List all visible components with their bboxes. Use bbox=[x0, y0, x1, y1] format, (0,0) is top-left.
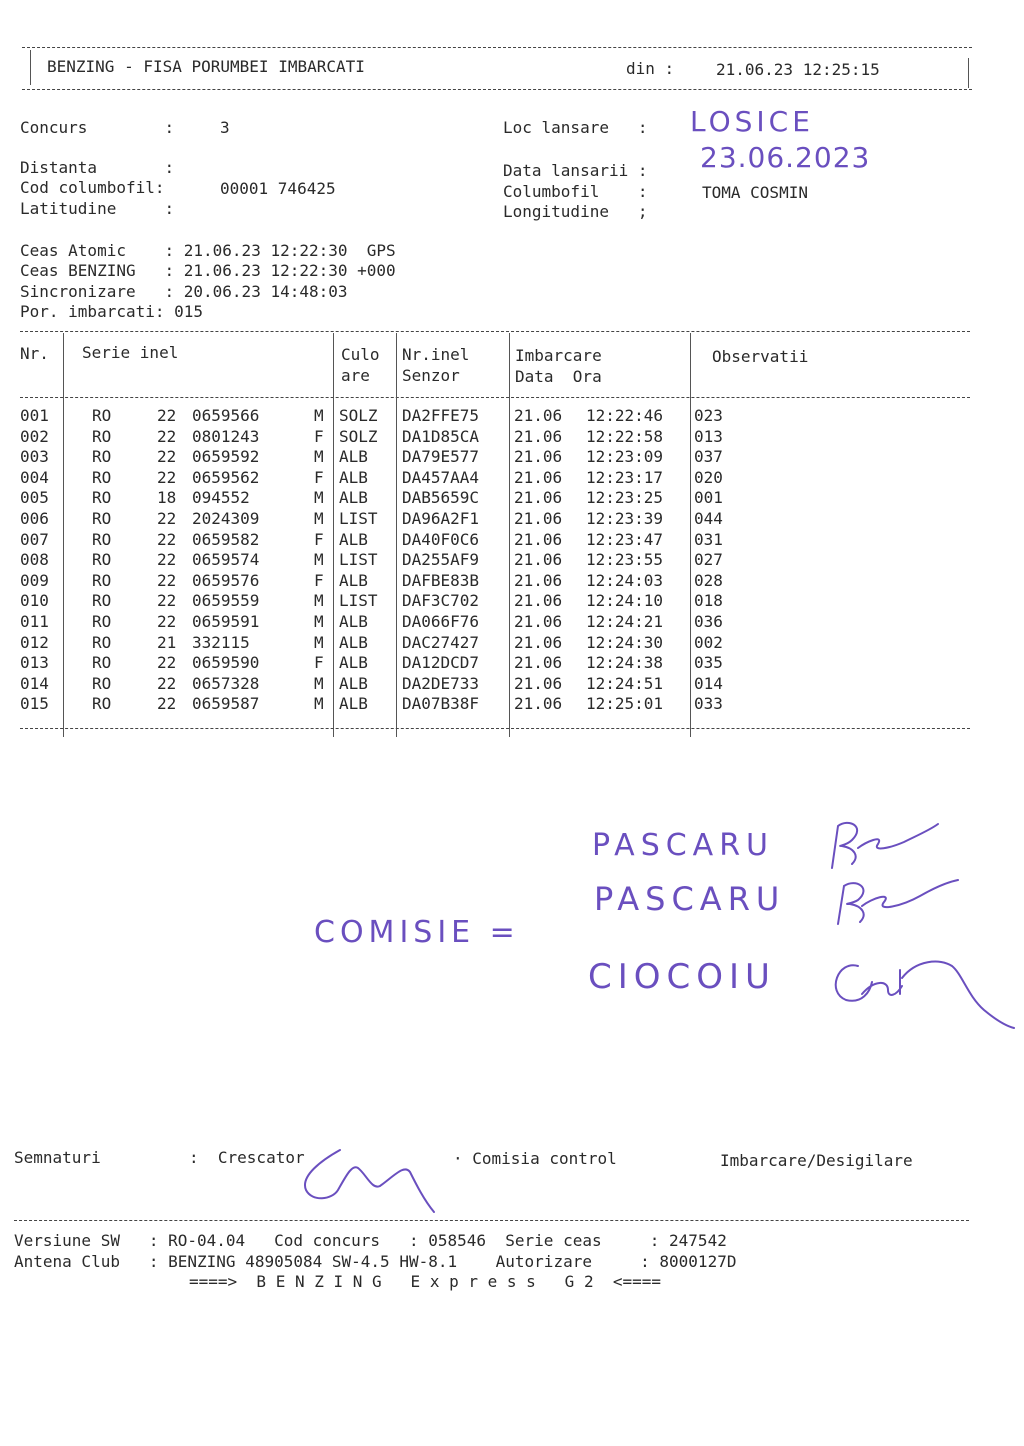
cell-ring-country: RO bbox=[92, 406, 112, 425]
cell-sensor-ring: DA40F0C6 bbox=[402, 529, 480, 549]
report-title: BENZING - FISA PORUMBEI IMBARCATI bbox=[47, 57, 365, 76]
data-lansarii-label: Data lansarii : bbox=[503, 161, 648, 180]
footer-banner: ====> B E N Z I N G E x p r e s s G 2 <==== bbox=[189, 1272, 662, 1291]
cell-row-number: 005 bbox=[20, 488, 49, 508]
cell-ring-number: 0659592 bbox=[192, 447, 260, 467]
cell-row-number: 004 bbox=[20, 467, 49, 487]
cell-boarding-date: 21.06 bbox=[514, 612, 563, 631]
cell-row-number: 014 bbox=[20, 673, 49, 693]
cell-ring-country: RO bbox=[92, 673, 112, 693]
cell-boarding-date: 21.06 bbox=[514, 426, 563, 446]
cell-boarding-date: 21.06 bbox=[514, 529, 563, 549]
cell-ring-year: 22 bbox=[157, 694, 177, 714]
cell-row-number: 013 bbox=[20, 653, 49, 673]
footer-antena-club: Antena Club : BENZING 48905084 SW-4.5 HW-8.1 Autorizare : 8000127D bbox=[14, 1252, 737, 1271]
cell-sensor-ring: DA79E577 bbox=[402, 447, 480, 467]
cell-ring-country: RO bbox=[92, 570, 112, 590]
cell-ring-number: 0659562 bbox=[192, 467, 260, 487]
cell-boarding-time: 12:24:51 bbox=[586, 673, 664, 693]
cell-boarding-date: 21.06 bbox=[514, 509, 563, 528]
cell-sex: F bbox=[314, 570, 324, 590]
cell-ring-year: 21 bbox=[157, 632, 177, 652]
loc-lansare-value: LOSICE bbox=[690, 105, 814, 138]
cell-sex: F bbox=[314, 426, 324, 446]
cell-color: ALB bbox=[339, 529, 368, 549]
cell-row-number: 010 bbox=[20, 591, 49, 611]
cell-ring-country: RO bbox=[92, 509, 112, 528]
cell-boarding-time: 12:23:47 bbox=[586, 529, 664, 549]
cell-observation: 020 bbox=[694, 467, 723, 487]
cell-ring-number: 0659591 bbox=[192, 612, 260, 631]
cell-sex: M bbox=[314, 612, 324, 631]
cell-ring-year: 22 bbox=[157, 550, 177, 570]
cell-observation: 001 bbox=[694, 488, 723, 508]
cell-color: ALB bbox=[339, 488, 368, 508]
ceas-benzing-line: Ceas BENZING : 21.06.23 12:22:30 +000 bbox=[20, 261, 396, 280]
columbofil-value: TOMA COSMIN bbox=[702, 183, 808, 202]
cell-observation: 037 bbox=[694, 447, 723, 467]
report-date-value: 21.06.23 12:25:15 bbox=[716, 60, 880, 79]
cell-boarding-date: 21.06 bbox=[514, 673, 563, 693]
cell-ring-year: 22 bbox=[157, 591, 177, 611]
cell-sex: M bbox=[314, 447, 324, 467]
cell-boarding-date: 21.06 bbox=[514, 488, 563, 508]
cell-boarding-time: 12:24:03 bbox=[586, 570, 664, 590]
cell-boarding-date: 21.06 bbox=[514, 550, 563, 570]
cell-ring-year: 22 bbox=[157, 653, 177, 673]
cell-boarding-time: 12:22:46 bbox=[586, 406, 664, 425]
data-lansarii-value: 23.06.2023 bbox=[700, 141, 871, 174]
cell-row-number: 009 bbox=[20, 570, 49, 590]
cell-boarding-time: 12:24:38 bbox=[586, 653, 664, 673]
cell-color: ALB bbox=[339, 570, 368, 590]
commission-label: COMISIE = bbox=[314, 915, 520, 950]
cell-row-number: 003 bbox=[20, 447, 49, 467]
cell-ring-number: 0657328 bbox=[192, 673, 260, 693]
latitudine-label: Latitudine : bbox=[20, 199, 175, 218]
cod-columbofil-label: Cod columbofil: bbox=[20, 178, 165, 197]
concurs-value: 3 bbox=[220, 118, 230, 137]
concurs-label: Concurs : bbox=[20, 118, 175, 137]
cell-sex: F bbox=[314, 529, 324, 549]
cell-row-number: 006 bbox=[20, 509, 49, 528]
cell-sensor-ring: DA07B38F bbox=[402, 694, 480, 714]
col-header-serie: Serie inel bbox=[82, 343, 179, 362]
cell-ring-year: 22 bbox=[157, 447, 177, 467]
cell-ring-number: 0659587 bbox=[192, 694, 260, 714]
cell-boarding-date: 21.06 bbox=[514, 406, 563, 425]
cell-color: ALB bbox=[339, 467, 368, 487]
cell-sensor-ring: DA255AF9 bbox=[402, 550, 480, 570]
signature-imbarcare-desigilare: Imbarcare/Desigilare bbox=[720, 1151, 913, 1170]
cell-observation: 018 bbox=[694, 591, 723, 611]
ceas-atomic-line: Ceas Atomic : 21.06.23 12:22:30 GPS bbox=[20, 241, 396, 260]
cell-ring-number: 0659559 bbox=[192, 591, 260, 611]
cell-ring-country: RO bbox=[92, 632, 112, 652]
cell-sensor-ring: DA1D85CA bbox=[402, 426, 480, 446]
signature-comisia-control: · Comisia control bbox=[453, 1149, 617, 1168]
cell-sensor-ring: DAFBE83B bbox=[402, 570, 480, 590]
cell-boarding-time: 12:22:58 bbox=[586, 426, 664, 446]
cell-ring-number: 094552 bbox=[192, 488, 250, 508]
cell-sensor-ring: DAB5659C bbox=[402, 488, 480, 508]
cell-row-number: 012 bbox=[20, 632, 49, 652]
cell-ring-country: RO bbox=[92, 467, 112, 487]
cell-ring-number: 0801243 bbox=[192, 426, 260, 446]
cell-color: LIST bbox=[339, 591, 378, 611]
cell-ring-year: 22 bbox=[157, 570, 177, 590]
cell-sex: M bbox=[314, 488, 324, 508]
cell-sex: F bbox=[314, 467, 324, 487]
cell-ring-country: RO bbox=[92, 550, 112, 570]
cell-ring-year: 22 bbox=[157, 509, 177, 528]
cell-color: SOLZ bbox=[339, 426, 378, 446]
cell-sensor-ring: DA2FFE75 bbox=[402, 406, 480, 425]
cell-color: ALB bbox=[339, 447, 368, 467]
cell-ring-country: RO bbox=[92, 612, 112, 631]
cell-ring-number: 0659566 bbox=[192, 406, 260, 425]
cell-sex: F bbox=[314, 653, 324, 673]
col-header-data-ora: Data Ora bbox=[515, 367, 602, 386]
cell-row-number: 002 bbox=[20, 426, 49, 446]
cell-color: ALB bbox=[339, 632, 368, 652]
por-imbarcati-line: Por. imbarcati: 015 bbox=[20, 302, 204, 321]
cell-observation: 036 bbox=[694, 612, 723, 631]
cell-color: ALB bbox=[339, 612, 368, 631]
cell-color: LIST bbox=[339, 509, 378, 528]
cell-ring-country: RO bbox=[92, 694, 112, 714]
cell-observation: 023 bbox=[694, 406, 723, 425]
commission-name-3: CIOCOIU bbox=[588, 957, 776, 997]
cell-color: ALB bbox=[339, 694, 368, 714]
cell-observation: 014 bbox=[694, 673, 723, 693]
cell-ring-country: RO bbox=[92, 591, 112, 611]
cell-color: ALB bbox=[339, 673, 368, 693]
cell-sensor-ring: DA066F76 bbox=[402, 612, 480, 631]
cell-boarding-date: 21.06 bbox=[514, 653, 563, 673]
report-date-label: din : bbox=[626, 59, 675, 78]
cell-ring-year: 22 bbox=[157, 529, 177, 549]
cell-row-number: 007 bbox=[20, 529, 49, 549]
cell-observation: 013 bbox=[694, 426, 723, 446]
cell-row-number: 001 bbox=[20, 406, 49, 425]
signature-crescator: : Crescator bbox=[189, 1148, 305, 1167]
cell-ring-country: RO bbox=[92, 653, 112, 673]
cell-boarding-time: 12:23:55 bbox=[586, 550, 664, 570]
cell-ring-number: 332115 bbox=[192, 632, 250, 652]
sincronizare-line: Sincronizare : 20.06.23 14:48:03 bbox=[20, 282, 348, 301]
cell-boarding-date: 21.06 bbox=[514, 570, 563, 590]
cell-sensor-ring: DA12DCD7 bbox=[402, 653, 480, 673]
cell-ring-year: 22 bbox=[157, 467, 177, 487]
cell-boarding-date: 21.06 bbox=[514, 467, 563, 487]
cell-observation: 033 bbox=[694, 694, 723, 714]
longitudine-label: Longitudine ; bbox=[503, 202, 648, 221]
cell-sex: M bbox=[314, 673, 324, 693]
cell-ring-country: RO bbox=[92, 447, 112, 467]
cell-sex: M bbox=[314, 509, 324, 528]
cell-boarding-time: 12:23:25 bbox=[586, 488, 664, 508]
col-header-nr: Nr. bbox=[20, 344, 49, 363]
cell-color: LIST bbox=[339, 550, 378, 570]
columbofil-label: Columbofil : bbox=[503, 182, 648, 201]
cell-observation: 031 bbox=[694, 529, 723, 549]
cell-boarding-time: 12:23:09 bbox=[586, 447, 664, 467]
cell-boarding-time: 12:24:30 bbox=[586, 632, 664, 652]
col-header-are: are bbox=[341, 366, 370, 385]
col-header-nrinel: Nr.inel bbox=[402, 345, 470, 364]
distanta-label: Distanta : bbox=[20, 158, 175, 177]
cell-row-number: 008 bbox=[20, 550, 49, 570]
cell-boarding-time: 12:23:17 bbox=[586, 467, 664, 487]
cell-observation: 002 bbox=[694, 632, 723, 652]
footer-top-rule bbox=[14, 1220, 969, 1221]
cell-observation: 035 bbox=[694, 653, 723, 673]
cell-ring-country: RO bbox=[92, 426, 112, 446]
cell-row-number: 015 bbox=[20, 694, 49, 714]
cell-boarding-date: 21.06 bbox=[514, 632, 563, 652]
cell-ring-number: 0659590 bbox=[192, 653, 260, 673]
cell-sex: M bbox=[314, 694, 324, 714]
cell-sensor-ring: DAF3C702 bbox=[402, 591, 480, 611]
cell-boarding-date: 21.06 bbox=[514, 694, 563, 714]
cell-sensor-ring: DA2DE733 bbox=[402, 673, 480, 693]
cell-boarding-time: 12:24:21 bbox=[586, 612, 664, 631]
loc-lansare-label: Loc lansare : bbox=[503, 118, 648, 137]
cell-ring-year: 18 bbox=[157, 488, 177, 508]
col-header-senzor: Senzor bbox=[402, 366, 460, 385]
cod-columbofil-value: 00001 746425 bbox=[220, 179, 336, 198]
commission-name-2: PASCARU bbox=[594, 880, 786, 918]
cell-ring-country: RO bbox=[92, 488, 112, 508]
cell-sensor-ring: DA457AA4 bbox=[402, 467, 480, 487]
cell-ring-number: 0659582 bbox=[192, 529, 260, 549]
cell-sensor-ring: DAC27427 bbox=[402, 632, 480, 652]
cell-ring-number: 2024309 bbox=[192, 509, 260, 528]
cell-observation: 028 bbox=[694, 570, 723, 590]
signatures-label: Semnaturi bbox=[14, 1148, 101, 1167]
cell-ring-year: 22 bbox=[157, 406, 177, 425]
cell-color: ALB bbox=[339, 653, 368, 673]
cell-sex: M bbox=[314, 550, 324, 570]
cell-ring-year: 22 bbox=[157, 673, 177, 693]
col-header-observatii: Observatii bbox=[712, 347, 809, 366]
cell-color: SOLZ bbox=[339, 406, 378, 425]
cell-ring-number: 0659574 bbox=[192, 550, 260, 570]
commission-name-1: PASCARU bbox=[592, 828, 775, 863]
cell-boarding-time: 12:24:10 bbox=[586, 591, 664, 611]
cell-boarding-time: 12:25:01 bbox=[586, 694, 664, 714]
cell-sex: M bbox=[314, 632, 324, 652]
cell-observation: 027 bbox=[694, 550, 723, 570]
col-header-culo: Culo bbox=[341, 345, 380, 364]
cell-boarding-date: 21.06 bbox=[514, 447, 563, 467]
cell-ring-year: 22 bbox=[157, 426, 177, 446]
cell-ring-country: RO bbox=[92, 529, 112, 549]
cell-ring-year: 22 bbox=[157, 612, 177, 631]
footer-versiune-sw: Versiune SW : RO-04.04 Cod concurs : 058546 Serie ceas : 247542 bbox=[14, 1231, 727, 1250]
col-header-imbarcare: Imbarcare bbox=[515, 346, 602, 365]
cell-observation: 044 bbox=[694, 509, 723, 528]
cell-row-number: 011 bbox=[20, 612, 49, 631]
cell-boarding-date: 21.06 bbox=[514, 591, 563, 611]
cell-sensor-ring: DA96A2F1 bbox=[402, 509, 480, 528]
cell-sex: M bbox=[314, 406, 324, 425]
cell-boarding-time: 12:23:39 bbox=[586, 509, 664, 528]
cell-sex: M bbox=[314, 591, 324, 611]
cell-ring-number: 0659576 bbox=[192, 570, 260, 590]
